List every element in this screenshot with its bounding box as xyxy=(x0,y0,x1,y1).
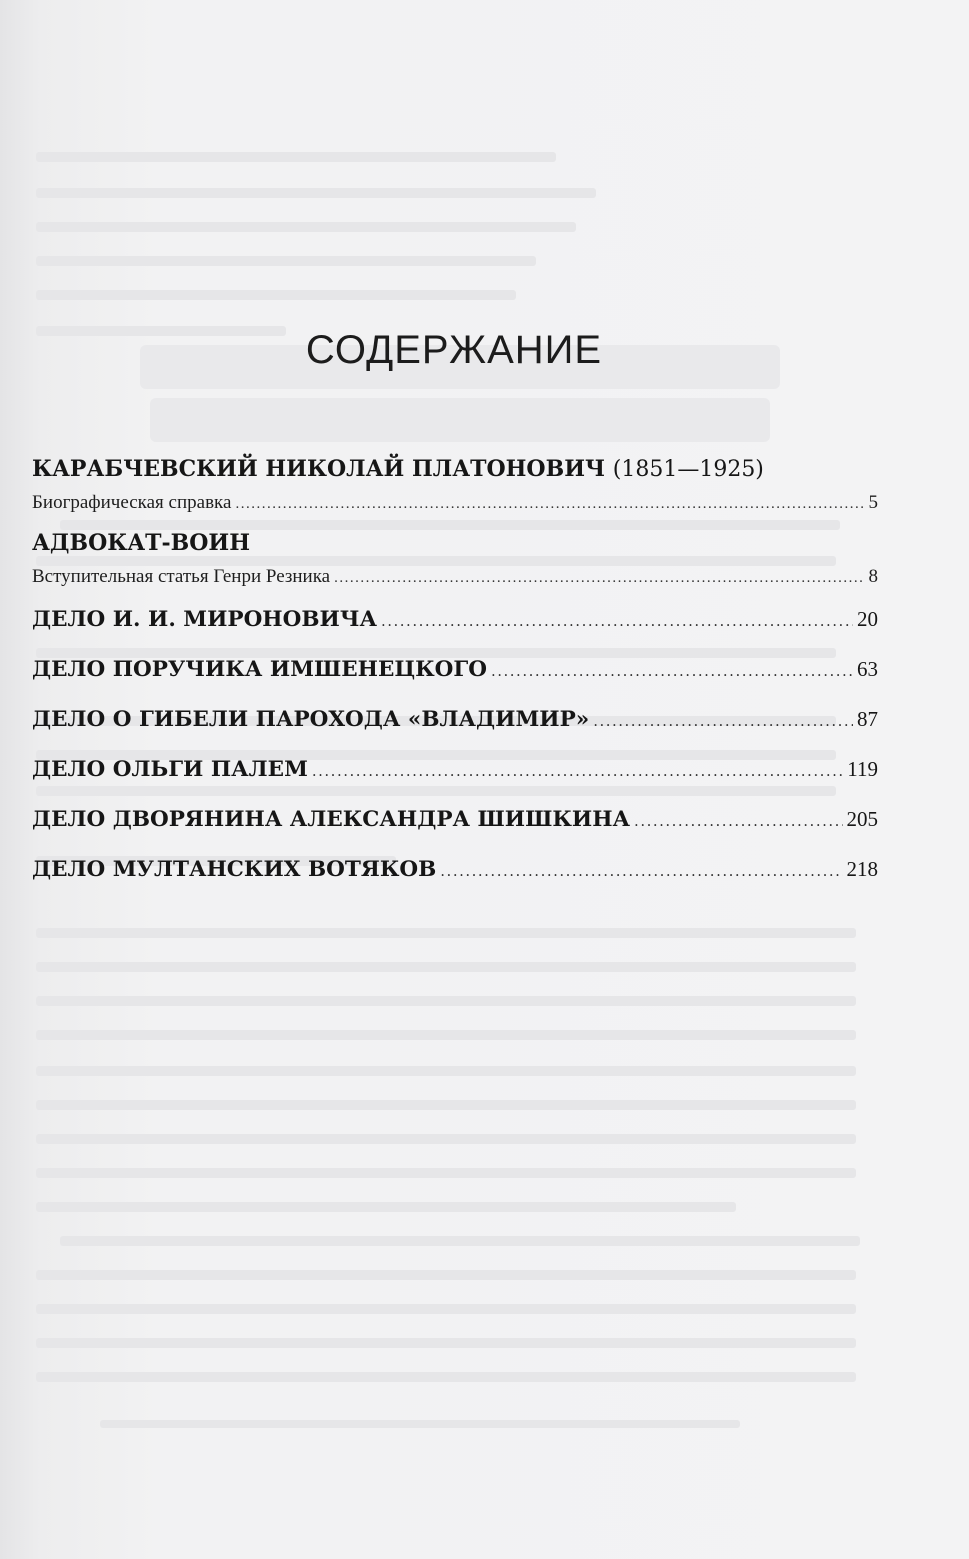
dot-leader xyxy=(440,846,842,896)
toc-item-title: Вступительная статья Генри Резника xyxy=(32,566,331,587)
dot-leader xyxy=(491,646,853,696)
toc-author-heading xyxy=(32,452,878,486)
author-years: (1851—1925) xyxy=(612,457,764,482)
toc-case-entry[interactable] xyxy=(32,744,878,794)
case-title: ДЕЛО МУЛТАНСКИХ ВОТЯКОВ xyxy=(32,857,437,882)
case-page: 218 xyxy=(846,857,878,881)
toc-section-heading xyxy=(32,526,878,560)
case-page: 20 xyxy=(857,607,878,631)
case-title: ДЕЛО ПОРУЧИКА ИМШЕНЕЦКОГО xyxy=(32,657,487,682)
case-title: ДЕЛО ДВОРЯНИНА АЛЕКСАНДРА ШИШКИНА xyxy=(32,807,631,832)
toc-case-entry[interactable] xyxy=(32,844,878,894)
dot-leader xyxy=(634,796,842,846)
table-of-contents xyxy=(32,452,878,894)
page-title: СОДЕРЖАНИЕ xyxy=(305,328,603,372)
toc-case-entry[interactable] xyxy=(32,794,878,844)
toc-item-title: Биографическая справка xyxy=(32,492,232,513)
toc-item-page: 8 xyxy=(868,566,878,587)
toc-case-entry[interactable] xyxy=(32,694,878,744)
toc-item-page: 5 xyxy=(868,492,878,513)
section-heading-text: АДВОКАТ-ВОИН xyxy=(32,530,251,556)
case-page: 119 xyxy=(847,757,878,781)
dot-leader xyxy=(235,487,864,521)
case-page: 205 xyxy=(846,807,878,831)
toc-case-entry[interactable] xyxy=(32,644,878,694)
case-title: ДЕЛО И. И. МИРОНОВИЧА xyxy=(32,607,377,632)
case-title: ДЕЛО О ГИБЕЛИ ПАРОХОДА «ВЛАДИМИР» xyxy=(32,707,590,732)
case-page: 63 xyxy=(857,657,878,681)
author-name: КАРАБЧЕВСКИЙ НИКОЛАЙ ПЛАТОНОВИЧ xyxy=(32,456,606,482)
dot-leader xyxy=(334,561,864,595)
toc-item[interactable] xyxy=(32,486,878,520)
dot-leader xyxy=(381,596,853,646)
toc-case-entry[interactable] xyxy=(32,594,878,644)
case-page: 87 xyxy=(857,707,878,731)
dot-leader xyxy=(593,696,853,746)
dot-leader xyxy=(312,746,843,796)
case-title: ДЕЛО ОЛЬГИ ПАЛЕМ xyxy=(32,757,308,782)
toc-item[interactable] xyxy=(32,560,878,594)
